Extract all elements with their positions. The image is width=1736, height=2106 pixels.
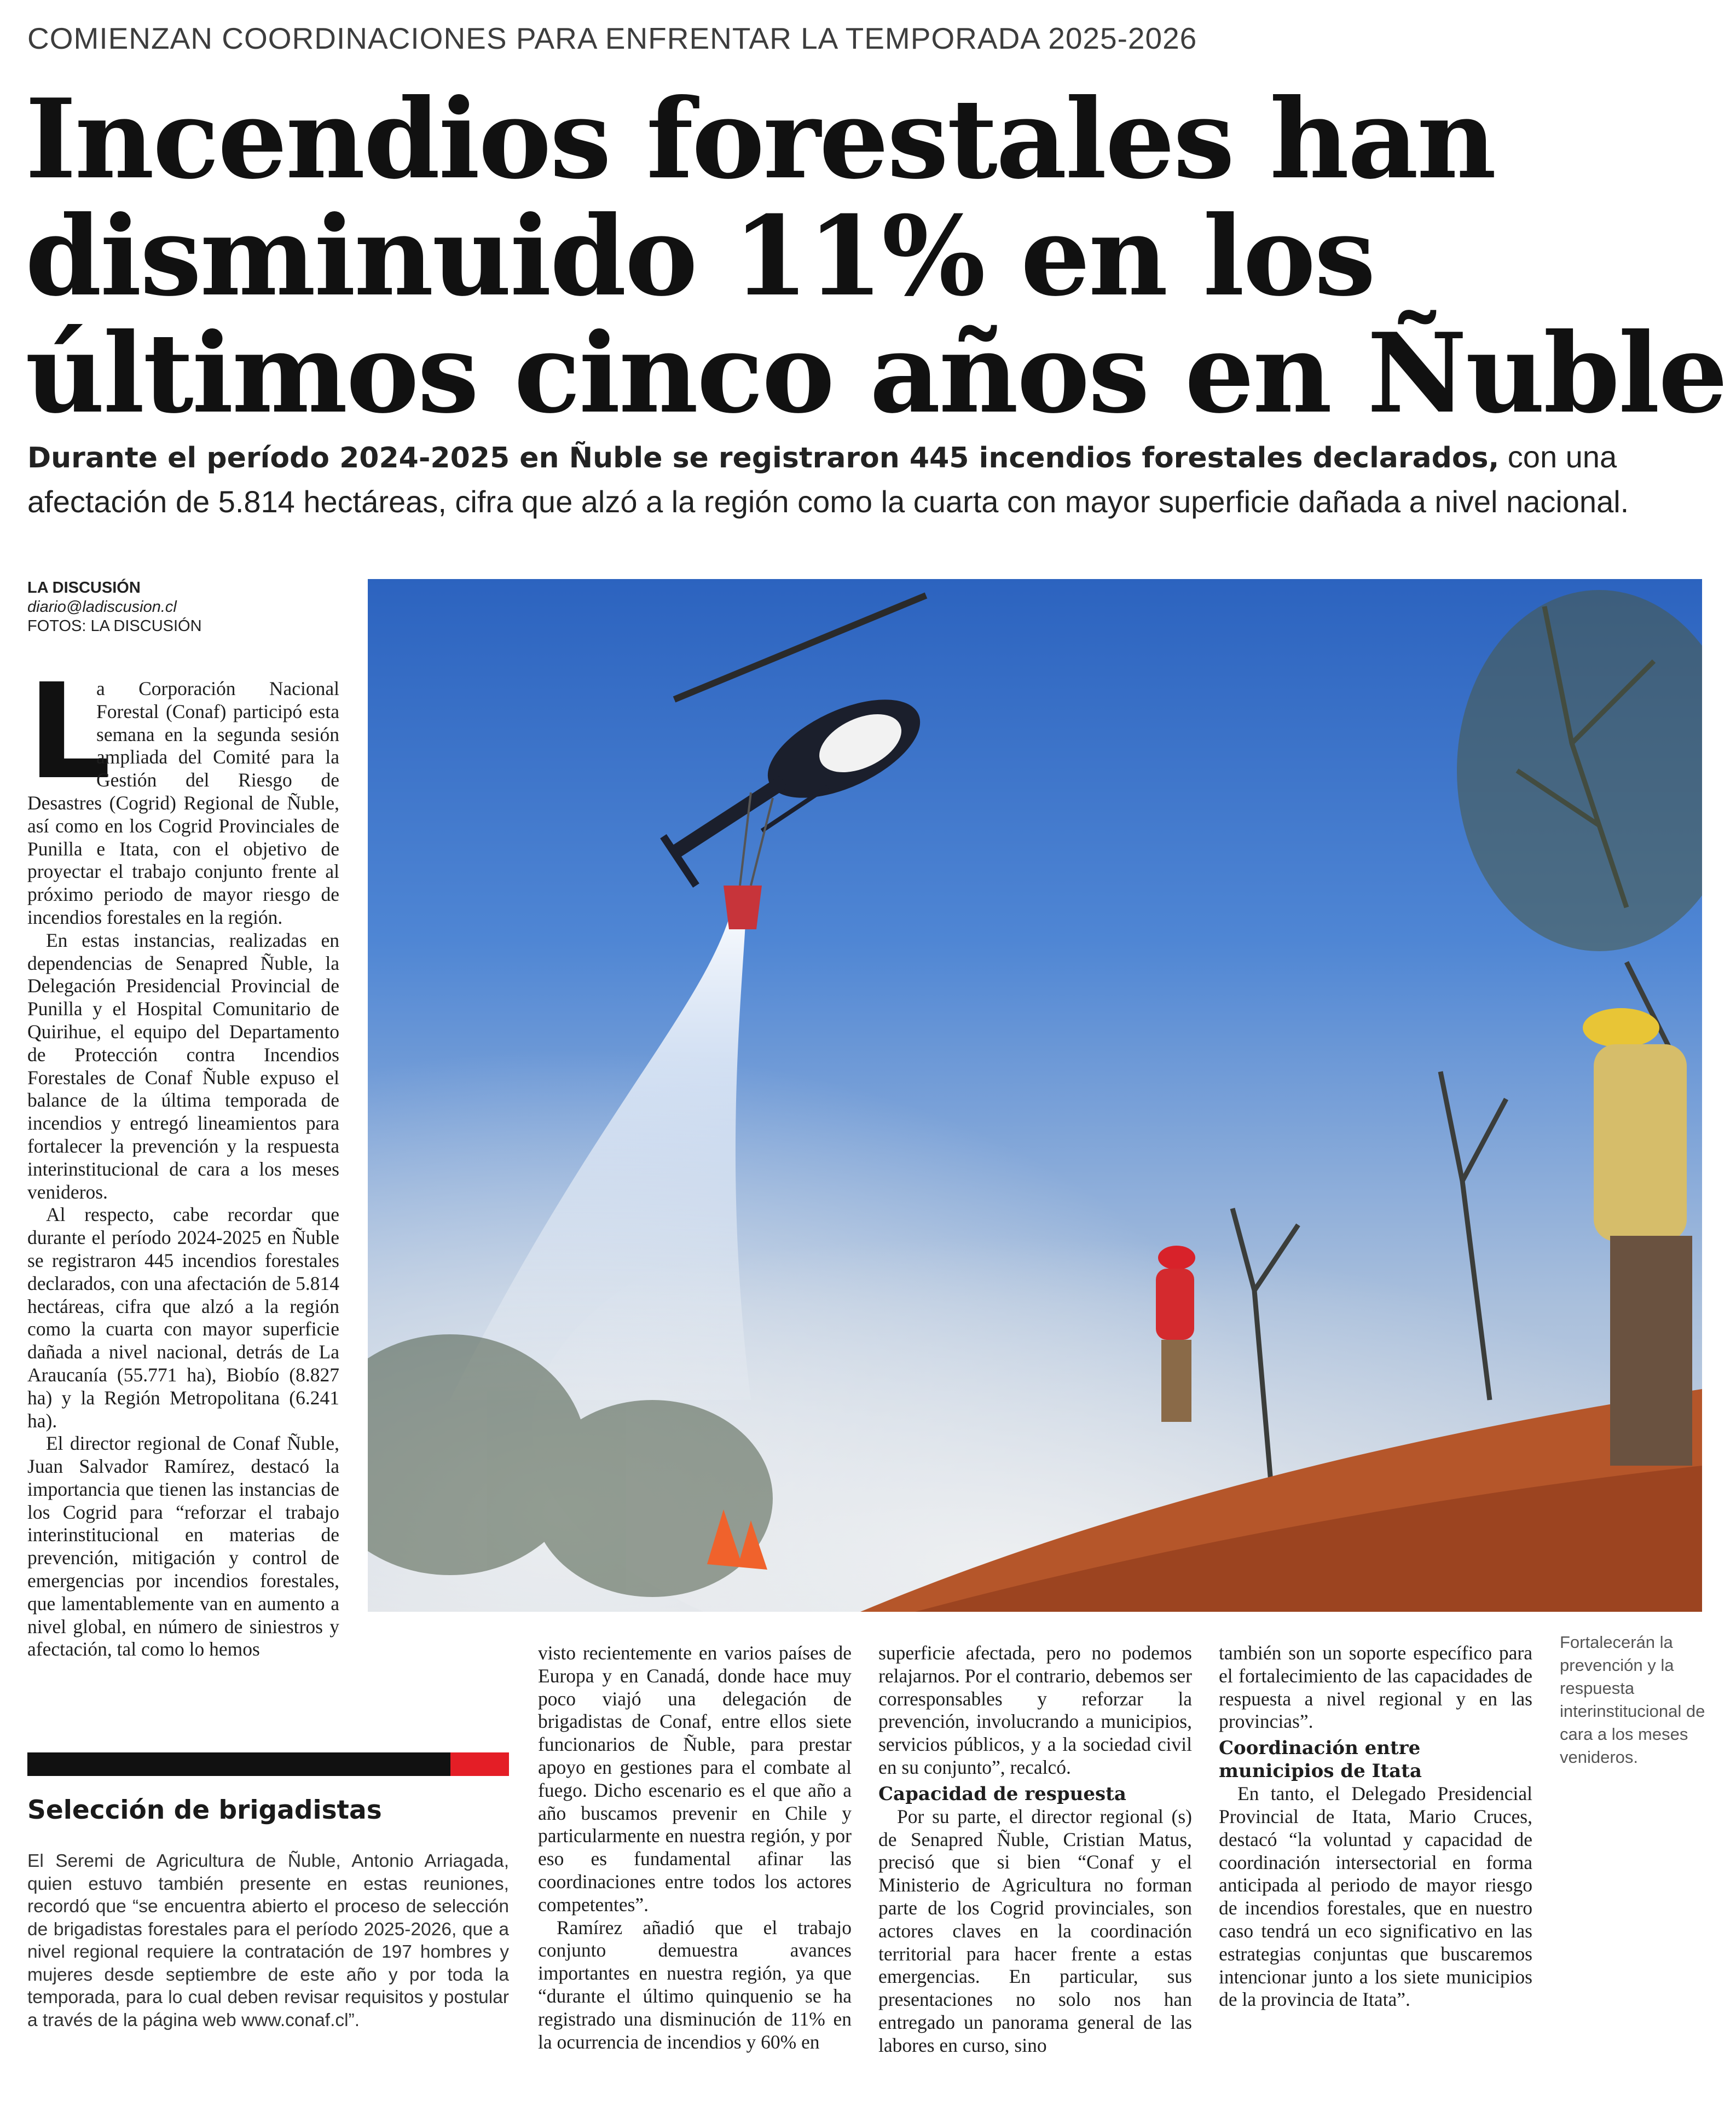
byline-email[interactable]: diario@ladiscusion.cl: [27, 598, 177, 616]
article-column-4: [1219, 1642, 1532, 2011]
column3-paragraph-1: superficie afectada, pero no podemos relajarnos. Por el contrario, debemos ser corresponsables y reforzar la prevención, involucrando a municipios, servicios públicos, y a la sociedad civil en su conjunto”, recalcó.: [878, 1642, 1192, 1778]
headline: [25, 75, 1727, 438]
headline-line-3: últimos cinco años en Ñuble: [25, 309, 1727, 438]
sidebar-title: Selección de brigadistas: [27, 1795, 382, 1825]
column1-paragraph-2: En estas instancias, realizadas en dependencias de Senapred Ñuble, la Delegación Presidencial Provincial de Punilla y el Hospital Comunitario de Quirihue, el equipo del Departamento de Protección contra Incendios Forestales de Conaf Ñuble expuso el balance de la última temporada de incendios y entregó lineamientos para fortalecer la prevención y la respuesta interinstitucional de cara a los meses venideros.: [27, 929, 339, 1203]
column4-paragraph-2: En tanto, el Delegado Presidencial Provincial de Itata, Mario Cruces, destacó “la voluntad y capacidad de coordinación intersectorial en forma anticipada al periodo de mayor riesgo de incendios forestales, que en nuestro caso tendrá un eco significativo en las estrategias conjuntas que buscaremos intencionar junto a los siete municipios de la provincia de Itata”.: [1219, 1783, 1532, 2011]
column4-paragraph-1: también son un soporte específico para el fortalecimiento de las capacidades de respuesta a nivel regional y en las provincias”.: [1219, 1642, 1532, 1733]
dropcap: L: [27, 655, 111, 808]
photo-caption: Fortalecerán la prevención y la respuesta interinstitucional de cara a los meses venideros.: [1560, 1633, 1705, 1767]
byline-photos: FOTOS: LA DISCUSIÓN: [27, 617, 202, 635]
sidebar-paragraph: El Seremi de Agricultura de Ñuble, Antonio Arriagada, quien estuvo también presente en estas reuniones, recordó que “se encuentra abierto el proceso de selección de brigadistas forestales para el período 2025-2026, que a nivel regional requiere la contratación de 197 hombres y mujeres desde septiembre de este año y por toda la temporada, para lo cual deben revisar requisitos y postular a través de la página web www.conaf.cl”.: [27, 1851, 509, 2030]
wildfire-photo: [368, 579, 1702, 1612]
lead-paragraph: [27, 435, 1702, 524]
kicker: COMIENZAN COORDINACIONES PARA ENFRENTAR LA TEMPORADA 2025-2026: [27, 21, 1197, 55]
lead-bold: Durante el período 2024-2025 en Ñuble se registraron 445 incendios forestales declarados,: [27, 442, 1500, 475]
headline-line-1: Incendios forestales han: [25, 75, 1495, 204]
column2-paragraph-2: Ramírez añadió que el trabajo conjunto demuestra avances importantes en nuestra región, ya que “durante el último quinquenio se ha registrado una disminución de 11% en la ocurrencia de incendios y 60% en: [538, 1916, 852, 2053]
lead-rest: con una afectación de 5.814 hectáreas, cifra que alzó a la región como la cuarta con mayor superficie dañada a nivel nacional.: [27, 439, 1629, 519]
column4-subhead: Coordinación entre municipios de Itata: [1219, 1737, 1422, 1783]
column3-paragraph-2: Por su parte, el director regional (s) de Senapred Ñuble, Cristian Matus, precisó que si bien “Conaf y el Ministerio de Agricultura no forman parte de los Cogrid provinciales, son actores claves en la coordinación territorial para hacer frente a estas emergencias. En particular, sus presentaciones no solo nos han entregado un panorama general de las labores en curso, sino: [878, 1805, 1192, 2056]
sidebar-rule: [27, 1752, 509, 1776]
column3-subhead: Capacidad de respuesta: [878, 1783, 1126, 1805]
column1-paragraph-3: Al respecto, cabe recordar que durante el período 2024-2025 en Ñuble se registraron 445 incendios forestales declarados, con una afectación de 5.814 hectáreas, cifra que alzó a la región como la cuarta con mayor superficie dañada a nivel nacional, detrás de La Araucanía (55.771 ha), Biobío (8.827 ha) y la Región Metropolitana (6.241 ha).: [27, 1204, 339, 1432]
sidebar-rule-accent: [450, 1752, 509, 1776]
article-photo: [368, 579, 1702, 1612]
column2-paragraph-1: visto recientemente en varios países de Europa y en Canadá, donde hace muy poco viajó una delegación de brigadistas de Conaf, entre ellos siete funcionarios de Ñuble, para prestar apoyo en gestiones para el combate al fuego. Dicho escenario es el que año a año buscamos prevenir en Chile y particularmente en nuestra región, y por eso es fundamental afinar las coordinaciones entre todos los actores competentes”.: [538, 1642, 852, 1916]
byline: [27, 578, 356, 636]
article-column-2: [538, 1642, 852, 2053]
headline-line-2: disminuido 11% en los: [25, 192, 1374, 321]
article-column-3: [878, 1642, 1192, 2057]
column1-paragraph-4: El director regional de Conaf Ñuble, Juan Salvador Ramírez, destacó la importancia que tienen las instancias de los Cogrid para “reforzar el trabajo interinstitucional en materias de prevención, mitigación y control de emergencias por incendios forestales, que lamentablemente van en aumento a nivel global, en número de siniestros y afectación, tal como lo hemos: [27, 1432, 339, 1660]
firefighter-center: [1156, 1246, 1195, 1422]
article-column-1: [27, 655, 339, 1661]
sidebar-text: [27, 1850, 509, 2032]
column1-paragraph-1: a Corporación Nacional Forestal (Conaf) participó esta semana en la segunda sesión ampliada del Comité para la Gestión del Riesgo de Desastres (Cogrid) Regional de Ñuble, así como en los Cogrid Provinciales de Punilla e Itata, con el objetivo de proyectar el trabajo conjunto frente al próximo periodo de mayor riesgo de incendios forestales en la región.: [27, 678, 339, 928]
byline-publication: LA DISCUSIÓN: [27, 579, 141, 597]
